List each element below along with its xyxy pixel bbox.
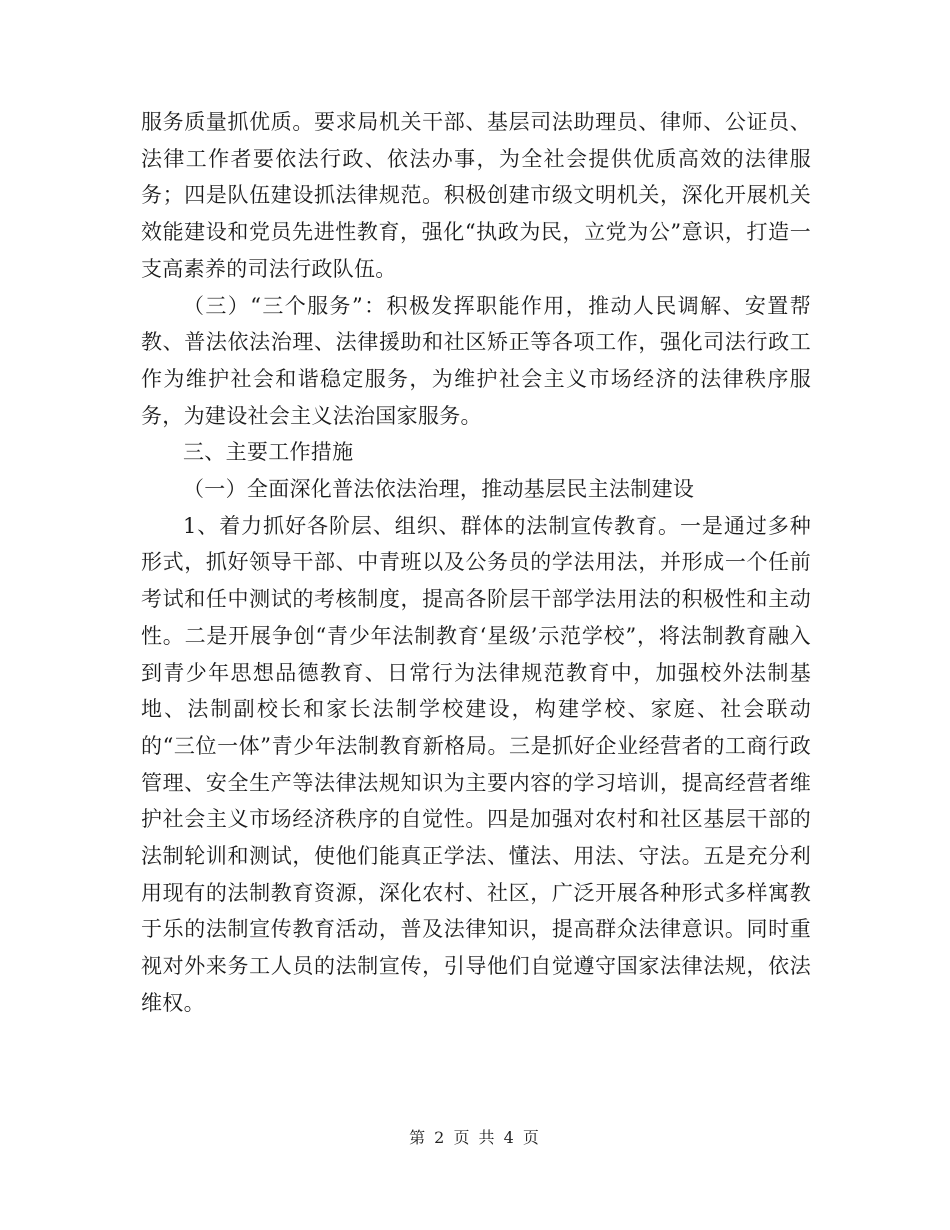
subsection-heading-legal-education: （一）全面深化普法依法治理，推动基层民主法制建设 xyxy=(183,477,695,502)
section-heading-main-measures: 三、主要工作措施 xyxy=(183,440,354,465)
paragraph-three-services: （三）“三个服务”：积极发挥职能作用，推动人民调解、安置帮教、普法依法治理、法律援助和社区矫正等各项工作，强化司法行政工作为维护社会和谐稳定服务，为维护社会主义市场经济的法律秩序服务，为建设社会主义法治国家服务。 xyxy=(141,293,811,428)
paragraph-item-1: 1、着力抓好各阶层、组织、群体的法制宣传教育。一是通过多种形式，抓好领导干部、中青班以及公务员的学法用法，并形成一个任前考试和任中测试的考核制度，提高各阶层干部学法用法的积极性和主动性。二是开展争创“青少年法制教育‘星级’示范学校”，将法制教育融入到青少年思想品德教育、日常行为法律规范教育中，加强校外法制基地、法制副校长和家长法制学校建设，构建学校、家庭、社会联动的“三位一体”青少年法制教育新格局。三是抓好企业经营者的工商行政管理、安全生产等法律法规知识为主要内容的学习培训，提高经营者维护社会主义市场经济秩序的自觉性。四是加强对农村和社区基层干部的法制轮训和测试，使他们能真正学法、懂法、用法、守法。五是充分利用现有的法制教育资源，深化农村、社区，广泛开展各种形式多样寓教于乐的法制宣传教育活动，普及法律知识，提高群众法律意识。同时重视对外来务工人员的法制宣传，引导他们自觉遵守国家法律法规，依法维权。 xyxy=(141,513,811,1015)
paragraph-continuation: 服务质量抓优质。要求局机关干部、基层司法助理员、律师、公证员、法律工作者要依法行政、依法办事，为全社会提供优质高效的法律服务；四是队伍建设抓法律规范。积极创建市级文明机关，深化开展机关效能建设和党员先进性教育，强化“执政为民，立党为公”意识，打造一支高素养的司法行政队伍。 xyxy=(141,110,811,281)
page-number-footer: 第 2 页 共 4 页 xyxy=(409,1128,541,1147)
document-body xyxy=(141,104,811,1022)
